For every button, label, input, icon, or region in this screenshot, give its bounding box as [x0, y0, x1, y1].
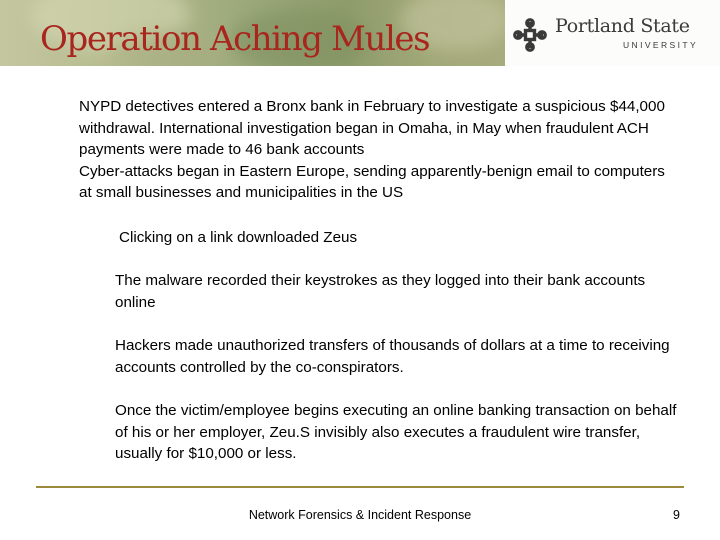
paragraph-nypd: NYPD detectives entered a Bronx bank in February to investigate a suspicious $44,000 withdrawal. International investigation began in Omaha, in May when fraudulent ACH payments were made to 46 bank accounts [79, 98, 665, 158]
paragraph-keystrokes: The malware recorded their keystrokes as they logged into their bank accounts online [115, 272, 646, 311]
logo-name: Portland State [555, 15, 690, 37]
header-banner [0, 0, 720, 66]
footer-divider [36, 486, 684, 488]
paragraph-zeus-download: Clicking on a link downloaded Zeus [119, 229, 358, 246]
footer-title: Network Forensics & Incident Response [248, 508, 472, 522]
paragraph-transfers: Hackers made unauthorized transfers of thousands of dollars at a time to receiving accounts controlled by the co-conspirators. [115, 337, 670, 376]
paragraph-wire-transfer: Once the victim/employee begins executing an online banking transaction on behalf of his or her employer, Zeu.S invisibly also executes a fraudulent wire transfer, usually for $10,000 or less. [115, 402, 677, 462]
page-number: 9 [673, 508, 680, 522]
body-paragraph-main [79, 96, 679, 204]
logo-subtitle: UNIVERSITY [623, 40, 699, 50]
paragraph-cyber-attacks: Cyber-attacks began in Eastern Europe, sending apparently-benign email to computers at small businesses and municipalities in the US [79, 162, 665, 201]
portland-state-logo-icon [513, 18, 547, 52]
slide-title: Operation Aching Mules [40, 19, 430, 59]
